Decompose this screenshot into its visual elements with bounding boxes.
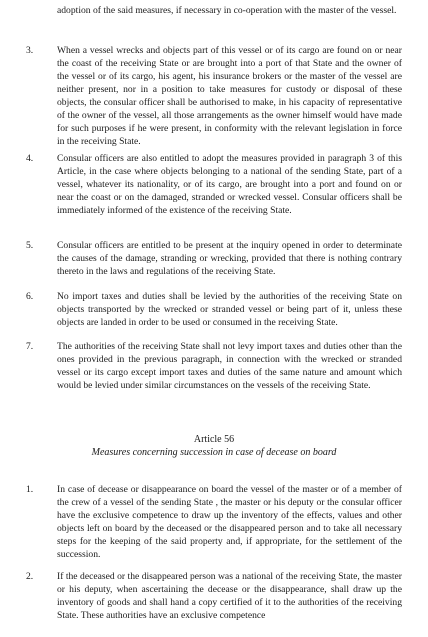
paragraph-text: The authorities of the receiving State shall not levy import taxes and duties other than the ones provided in the previous paragraph, in connection with the wrecked or stranded vessel or its cargo except import taxes and duties of the same nature and amount which would be levied under similar circumstances on the vessels of the receiving State.	[57, 341, 402, 391]
article56-paragraph-1	[26, 483, 402, 561]
paragraph-number: 2.	[26, 571, 34, 582]
paragraph-6	[26, 290, 402, 329]
article-title: Measures concerning succession in case of decease on board	[91, 447, 337, 458]
paragraph-text: Consular officers are entitled to be present at the inquiry opened in order to determinate the causes of the damage, stranding or wrecking, provided that there is nothing contrary thereto in the laws and regulations of the receiving State.	[57, 240, 402, 277]
paragraph-number: 3.	[26, 45, 34, 56]
paragraph-number: 7.	[26, 341, 34, 352]
paragraph-3	[26, 44, 402, 148]
paragraph-text: In case of decease or disappearance on board the vessel of the master or of a member of the crew of a vessel of the sending State , the master or his deputy or the consular officer have the exclusive competence to draw up the inventory of the effects, values and other objects left on board by the deceased or the disappeared person and to take all necessary steps for the keeping of the said property and, if appropriate, for the settlement of the succession.	[57, 484, 402, 560]
article-number: Article 56	[193, 434, 235, 445]
paragraph-7	[26, 340, 402, 392]
paragraph-text: If the deceased or the disappeared person was a national of the receiving State, the master or his deputy, when ascertaining the decease or the disappearance, shall draw up the inventory of goods and shall hand a copy certified of it to the authorities of the receiving State. These authorities have an exclusive competence	[57, 571, 402, 621]
paragraph-number: 5.	[26, 240, 34, 251]
paragraph-5	[26, 239, 402, 278]
article56-paragraph-2	[26, 570, 402, 622]
intro-paragraph: adoption of the said measures, if necessary in co-operation with the master of the vessel.	[57, 5, 397, 16]
paragraph-text: Consular officers are also entitled to adopt the measures provided in paragraph 3 of this Article, in the case where objects belonging to a national of the sending State, part of a vessel, whatever its nationality, or of its cargo, are brought into a port and found on or near the coast or on the damaged, stranded or wrecked vessel. Consular officers shall be immediately informed of the existence of the receiving State.	[57, 153, 402, 216]
paragraph-text: No import taxes and duties shall be levied by the authorities of the receiving State on objects transported by the wrecked or stranded vessel or being part of it, unless these objects are landed in order to be used or consumed in the receiving State.	[57, 291, 402, 328]
paragraph-number: 4.	[26, 153, 34, 164]
paragraph-number: 1.	[26, 484, 34, 495]
paragraph-number: 6.	[26, 291, 34, 302]
paragraph-4	[26, 152, 402, 217]
paragraph-text: When a vessel wrecks and objects part of this vessel or of its cargo are found on or near the coast of the receiving State or are brought into a port of that State and the owner of the vessel or of its cargo, his agent, his insurance brokers or the master of the vessel are neither present, nor in a position to take measures for custody or disposal of these objects, the consular officer shall be authorised to make, in his capacity of representative of the owner of the vessel, all those arrangements as the owner himself would have made for such purposes if he were present, in conformity with the relevant legislation in force in the receiving State.	[57, 45, 402, 147]
